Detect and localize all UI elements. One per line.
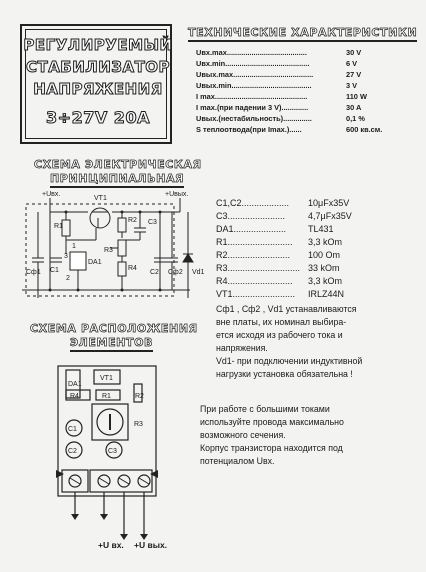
schematic-label-da1: DA1: [88, 259, 102, 266]
parts-row: [216, 211, 352, 221]
parts-value: 10μFx35V: [308, 198, 350, 208]
schematic-label-cf1: Cф1: [26, 269, 41, 276]
schematic-label-cf2: Cф2: [168, 269, 183, 276]
parts-value: 4,7μFx35V: [308, 211, 352, 221]
spec-row: [196, 92, 367, 101]
parts-value: TL431: [308, 224, 334, 234]
schematic-label-c2: C2: [150, 269, 159, 276]
parts-label: R1..........................: [216, 237, 293, 247]
schematic-label-r1: R1: [54, 223, 63, 230]
parts-row: [216, 289, 344, 299]
parts-label: C3.......................: [216, 211, 286, 221]
parts-row: [216, 237, 342, 247]
spec-value: 27 V: [346, 70, 362, 79]
spec-label: I max.............................................: [196, 92, 308, 101]
note-line: возможного сечения.: [200, 430, 286, 440]
note-line: При работе с большими токами: [200, 404, 330, 414]
parts-value: IRLZ44N: [308, 289, 345, 299]
spec-label: I max.(при падении 3 V).............: [196, 103, 309, 112]
spec-label: Uвых.min.......................................: [196, 81, 312, 90]
schematic-label-pin1: 1: [72, 243, 76, 250]
spec-row: [196, 125, 382, 134]
board-label-u-out: +U вых.: [134, 540, 168, 550]
parts-list: [216, 198, 416, 306]
board-layout: [56, 364, 176, 559]
note-line: Cф1 , Cф2 , Vd1 устанавливаются: [216, 304, 357, 314]
specs-heading: ТЕХНИЧЕСКИЕ ХАРАКТЕРИСТИКИ: [188, 26, 417, 42]
specs-list: [196, 48, 421, 138]
parts-row: [216, 263, 340, 273]
spec-row: [196, 103, 361, 112]
board-label-vt1: VT1: [100, 375, 113, 382]
spec-row: [196, 81, 357, 90]
parts-label: VT1.........................: [216, 289, 296, 299]
note-line: Корпус транзистора находится под: [200, 443, 343, 453]
spec-value: 30 V: [346, 48, 362, 57]
spec-label: Uвх.min.........................................: [196, 59, 310, 68]
schematic-label-c1: C1: [50, 267, 59, 274]
title-line-4: 3÷27V 20A: [46, 108, 150, 127]
spec-row: [196, 59, 357, 68]
spec-label: Uвых.(нестабильность)..............: [196, 114, 312, 123]
parts-label: R3.............................: [216, 263, 301, 273]
note-line: вне платы, их номинал выбира-: [216, 317, 347, 327]
spec-row: [196, 114, 365, 123]
schematic-label-r2: R2: [128, 217, 137, 224]
parts-label: C1,C2...................: [216, 198, 290, 208]
schematic-label-c3: C3: [148, 219, 157, 226]
parts-value: 33 kOm: [308, 263, 340, 273]
spec-label: Uвх.max.......................................: [196, 48, 307, 57]
board-label-c1: C1: [68, 426, 77, 433]
parts-label: R2.........................: [216, 250, 291, 260]
schematic-label-u-in: +Uвх.: [42, 191, 61, 198]
board-label-r2: R2: [135, 393, 144, 400]
parts-row: [216, 198, 349, 208]
spec-value: 6 V: [346, 59, 358, 68]
schematic-label-vt1: VT1: [94, 195, 107, 202]
board-label-u-in: +U вх.: [98, 540, 124, 550]
parts-row: [216, 276, 342, 286]
spec-value: 30 A: [346, 103, 362, 112]
spec-value: 110 W: [346, 92, 367, 101]
parts-label: R4..........................: [216, 276, 293, 286]
board-label-r1: R1: [102, 393, 111, 400]
layout-heading-2: ЭЛЕМЕНТОВ: [70, 336, 153, 352]
schematic-label-vd1: Vd1: [192, 269, 205, 276]
note-filter-components: [216, 303, 421, 385]
schematic-label-r3: R3: [104, 247, 113, 254]
board-label-da1: DA1: [68, 381, 82, 388]
note-line: напряжения.: [216, 343, 268, 353]
parts-value: 3,3 kOm: [308, 237, 343, 247]
schematic-label-u-out: +Uвых.: [165, 191, 189, 198]
schematic-heading-2: ПРИНЦИПИАЛЬНАЯ: [50, 172, 184, 188]
title-box: [20, 24, 172, 144]
note-line: ется исходя из рабочего тока и: [216, 330, 343, 340]
parts-label: DA1.....................: [216, 224, 287, 234]
parts-value: 3,3 kOm: [308, 276, 343, 286]
spec-value: 3 V: [346, 81, 358, 90]
spec-row: [196, 48, 361, 57]
schematic-label-pin2: 2: [66, 275, 70, 282]
schematic-heading-1: СХЕМА ЭЛЕКТРИЧЕСКАЯ: [34, 158, 202, 171]
spec-label: Uвых.max.......................................: [196, 70, 314, 79]
layout-heading-1: СХЕМА РАСПОЛОЖЕНИЯ: [30, 322, 198, 335]
note-line: используйте провода максимально: [200, 417, 344, 427]
note-wiring: [200, 403, 415, 473]
parts-row: [216, 250, 340, 260]
board-label-r3: R3: [134, 421, 143, 428]
note-line: потенциалом Uвх.: [200, 456, 275, 466]
board-label-c2: C2: [68, 448, 77, 455]
spec-label: S теплоотвода(при Imax.)......: [196, 125, 302, 134]
board-label-c3: C3: [108, 448, 117, 455]
parts-row: [216, 224, 334, 234]
spec-value: 0,1 %: [346, 114, 365, 123]
title-line-1: РЕГУЛИРУЕМЫЙ: [23, 36, 173, 54]
circuit-schematic: [0, 190, 205, 310]
note-line: нагрузки установка обязательна !: [216, 369, 353, 379]
spec-value: 600 кв.см.: [346, 125, 383, 134]
schematic-label-r4: R4: [128, 265, 137, 272]
parts-value: 100 Om: [308, 250, 341, 260]
schematic-label-pin3: 3: [64, 253, 68, 260]
spec-row: [196, 70, 361, 79]
title-line-2: СТАБИЛИЗАТОР: [25, 58, 171, 76]
note-line: Vd1- при подключении индуктивной: [216, 356, 363, 366]
title-line-3: НАПРЯЖЕНИЯ: [33, 80, 163, 98]
board-label-r4: R4: [70, 393, 79, 400]
